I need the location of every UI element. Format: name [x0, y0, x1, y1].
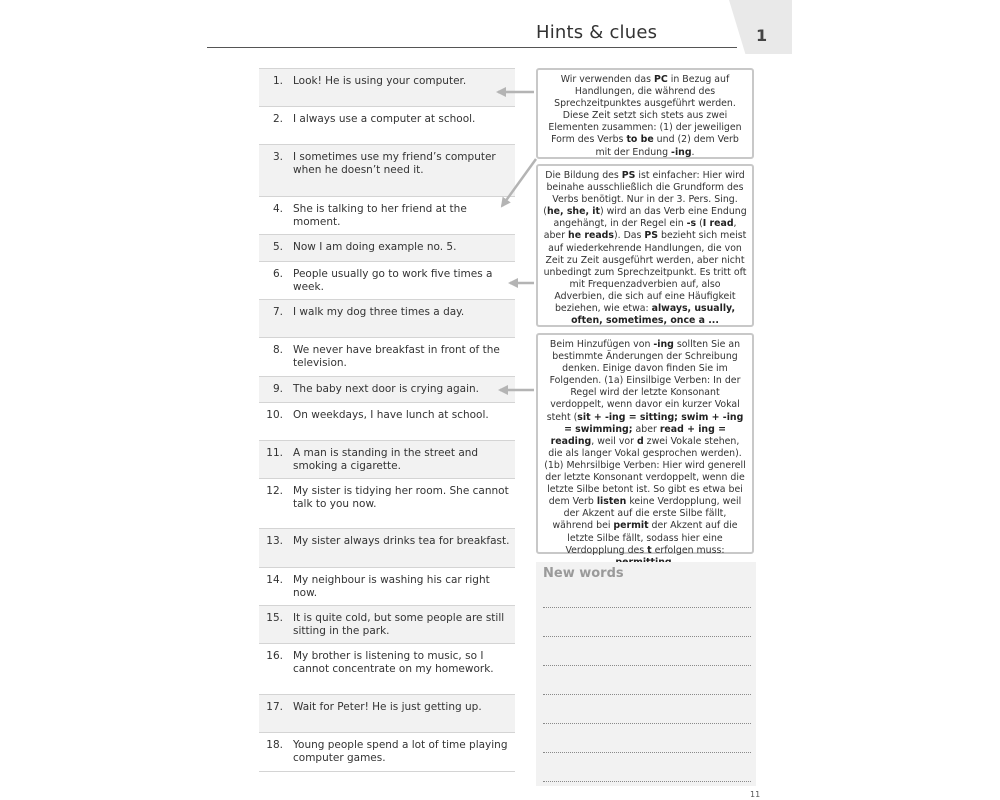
sentence-number: 1.: [272, 75, 283, 87]
hint-emphasis: PS: [621, 170, 636, 181]
hint-emphasis: listen: [596, 496, 627, 508]
sentence-number: 3.: [272, 151, 283, 163]
hint-text: ist einfacher: Hier wird beinahe ausschließlich die Grundform des Verbs benötigt. Nur in der 3. Pers. Sing. (: [543, 170, 745, 218]
sentence-number: 9.: [272, 383, 283, 395]
sentence-row: [259, 144, 515, 196]
new-word-line[interactable]: [543, 752, 751, 753]
hint-emphasis: -s: [686, 218, 697, 230]
sentence-row: [259, 376, 515, 402]
hint-text: erfolgen muss:: [651, 544, 725, 556]
hint-emphasis: -ing: [671, 146, 692, 158]
sentence-number: 12.: [266, 485, 283, 497]
sentence-text: I sometimes use my friend’s computer when he doesn’t need it.: [293, 151, 496, 176]
hint-box-spelling-rules: [536, 333, 754, 554]
sentence-text: A man is standing in the street and smoking a cigarette.: [293, 447, 479, 472]
sentence-row: [259, 478, 515, 528]
sentence-number: 2.: [272, 113, 283, 125]
sentence-text: My brother is listening to music, so I cannot concentrate on my homework.: [293, 650, 494, 675]
hint-box-present-simple: [536, 164, 754, 327]
new-word-line[interactable]: [543, 694, 751, 695]
hint-emphasis: PS: [644, 230, 659, 242]
hint-emphasis: -ing: [653, 339, 674, 350]
hint-text: sollten Sie an bestimmte Änderungen der Schreibung denken. Einige davon finden Sie im Folgenden. (1a) Einsilbige Verben: In der Regel wird der letzte Konsonant verdoppelt, wenn davor ein kurzer Vokal steht (: [546, 339, 741, 423]
hint-emphasis: d: [636, 435, 644, 447]
sentence-text: My sister always drinks tea for breakfast.: [293, 535, 510, 547]
sentence-row: [259, 234, 515, 261]
hint-text: aber: [632, 423, 660, 435]
hint-text: in Bezug auf Handlungen, die während des Sprechzeitpunktes ausgeführt werden. Diese Zeit setzt sich stets aus zwei Elementen zusammen: (1) der jeweiligen Form des Verbs: [548, 74, 742, 146]
sentence-row: [259, 528, 515, 567]
new-word-line[interactable]: [543, 636, 751, 637]
sentence-row: [259, 337, 515, 376]
sentence-number: 14.: [266, 574, 283, 586]
sentence-number: 6.: [272, 268, 283, 280]
page-number: 11: [750, 790, 761, 799]
hint-text: .: [691, 146, 695, 158]
list-end-divider: [259, 771, 515, 772]
sentence-row: [259, 106, 515, 144]
sentence-number: 17.: [266, 701, 283, 713]
hint-text: Die Bildung des: [545, 170, 622, 181]
new-word-line[interactable]: [543, 723, 751, 724]
sentence-row: [259, 732, 515, 771]
page-title: Hints & clues: [536, 22, 658, 43]
hint-text: bezieht sich meist auf wiederkehrende Handlungen, die von Zeit zu Zeit ausgeführt werden, aber nicht unbedingt zum Sprechzeitpunkt. Es tritt oft mit Frequenzadverbien auf, also Adverbien, die sich auf eine Häufigkeit beziehen, wie etwa:: [543, 230, 747, 315]
sentence-row: [259, 261, 515, 299]
sentence-text: Look! He is using your computer.: [293, 75, 467, 87]
new-word-line[interactable]: [543, 781, 751, 782]
sentence-row: [259, 402, 515, 440]
hint-text: , weil vor: [591, 435, 637, 447]
hint-text: der Akzent auf die letzte Silbe fällt, sodass hier eine Verdopplung des: [565, 520, 738, 556]
hint-text: und (2) dem Verb mit der Endung: [595, 134, 739, 158]
sentence-number: 5.: [272, 241, 283, 253]
hint-emphasis: t: [647, 544, 652, 556]
hint-text: Wir verwenden das: [560, 74, 654, 85]
hint-emphasis: he reads: [568, 230, 614, 242]
sentence-number: 18.: [266, 739, 283, 751]
hint-emphasis: to be: [626, 134, 654, 146]
sentence-text: My sister is tidying her room. She cannot talk to you now.: [293, 485, 509, 510]
hint-emphasis: he, she, it: [546, 206, 600, 218]
sentence-number: 4.: [272, 203, 283, 215]
hint-emphasis: I read: [702, 218, 734, 230]
sentence-text: We never have breakfast in front of the television.: [293, 344, 500, 369]
sentence-row: [259, 440, 515, 478]
hint-text: keine Verdopplung, weil der Akzent auf die erste Silbe fällt, während bei: [552, 496, 742, 532]
sentence-text: Now I am doing example no. 5.: [293, 241, 457, 253]
hint-emphasis: permit: [613, 520, 649, 532]
sentence-row: [259, 196, 515, 234]
new-word-line[interactable]: [543, 665, 751, 666]
sentence-text: My neighbour is washing his car right now.: [293, 574, 490, 599]
hint-text: Beim Hinzufügen von: [549, 339, 654, 350]
sentence-number: 13.: [266, 535, 283, 547]
sentence-text: On weekdays, I have lunch at school.: [293, 409, 489, 421]
sentence-text: People usually go to work five times a week.: [293, 268, 493, 293]
sentence-text: She is talking to her friend at the moment.: [293, 203, 467, 228]
sentence-text: I walk my dog three times a day.: [293, 306, 465, 318]
sentence-row: [259, 694, 515, 732]
hint-box-present-continuous: [536, 68, 754, 159]
hint-text: ) wird an das Verb eine Endung angehängt, in der Regel ein: [553, 206, 747, 230]
sentence-number: 10.: [266, 409, 283, 421]
sentence-row: [259, 643, 515, 694]
hint-text: zwei Vokale stehen, die als langer Vokal gesprochen werden). (1b) Mehrsilbige Verben: Hier wird generell der letzte Konsonant verdoppelt, wenn die letzte Silbe betont ist. So gibt es etwa bei dem Verb: [544, 435, 746, 508]
sentence-row: [259, 605, 515, 643]
sentence-number: 15.: [266, 612, 283, 624]
hint-emphasis: always, usually, often, sometimes, once a ...: [571, 303, 736, 327]
hint-text: ). Das: [613, 230, 645, 242]
new-words-title: New words: [543, 566, 624, 581]
sentence-number: 11.: [266, 447, 283, 459]
header-divider: [207, 47, 737, 48]
sentence-number: 8.: [272, 344, 283, 356]
new-words-box: [536, 562, 756, 786]
hint-emphasis: sit + -ing = sitting; swim + -ing = swimming;: [564, 411, 744, 435]
sentence-text: It is quite cold, but some people are still sitting in the park.: [293, 612, 505, 637]
sentence-number: 7.: [272, 306, 283, 318]
hint-text: , aber: [543, 218, 737, 242]
sentence-number: 16.: [266, 650, 283, 662]
sentence-text: Young people spend a lot of time playing computer games.: [293, 739, 508, 764]
new-word-line[interactable]: [543, 607, 751, 608]
sentence-text: I always use a computer at school.: [293, 113, 476, 125]
hint-emphasis: read + ing = reading: [550, 423, 726, 447]
chapter-number: 1: [756, 26, 768, 45]
sentence-text: Wait for Peter! He is just getting up.: [293, 701, 482, 713]
sentence-text: The baby next door is crying again.: [293, 383, 479, 395]
hint-emphasis: PC: [654, 74, 668, 85]
sentence-row: [259, 567, 515, 605]
hint-text: (: [696, 218, 703, 230]
sentence-row: [259, 299, 515, 337]
sentence-row: [259, 68, 515, 106]
